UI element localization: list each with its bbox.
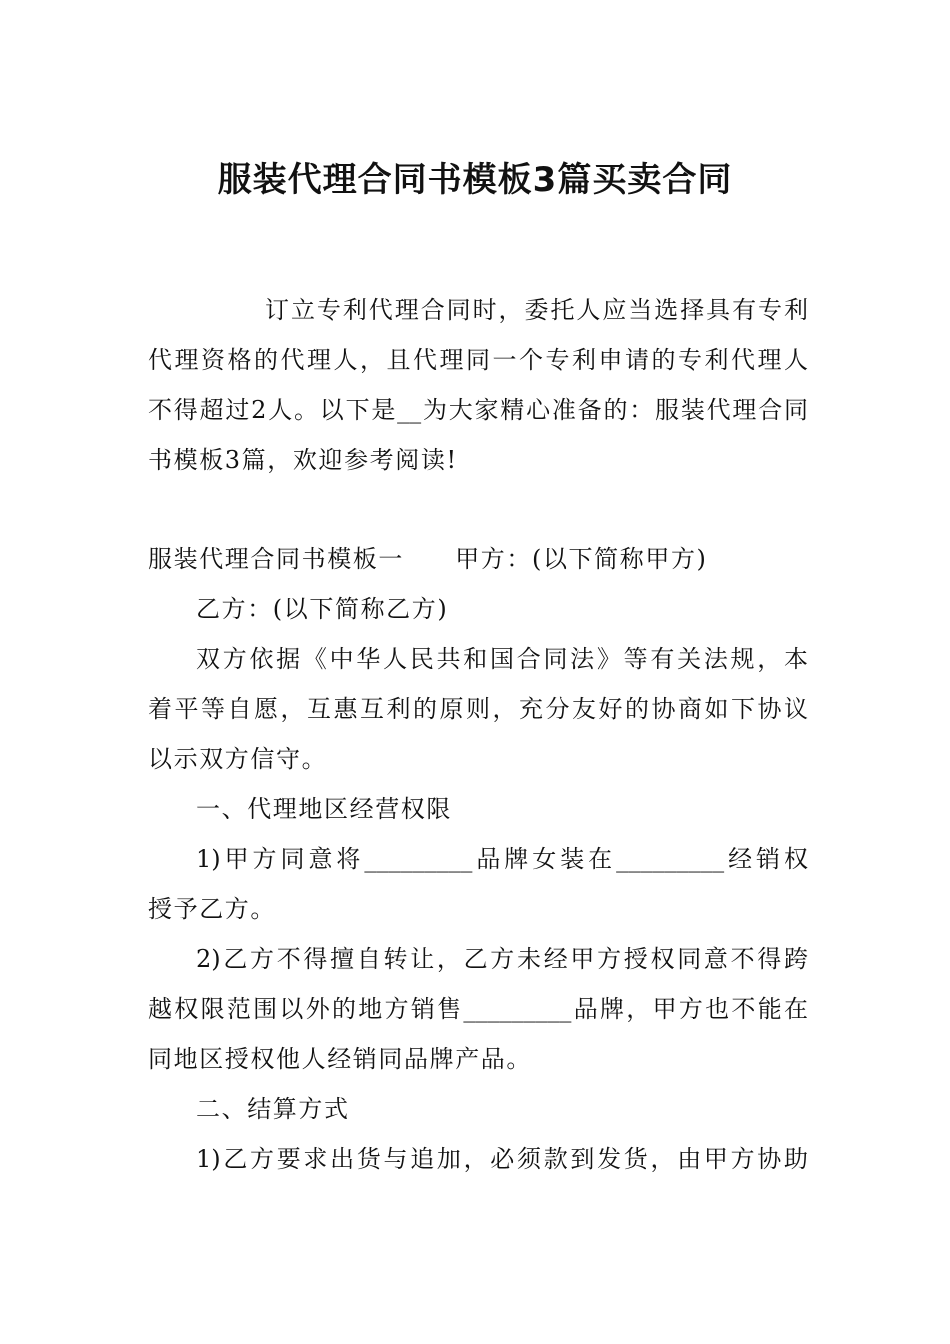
paragraph-line: 同地区授权他人经销同品牌产品。 [148, 1045, 532, 1073]
paragraph-line: 双方依据《中华人民共和国合同法》等有关法规，本 [196, 645, 808, 673]
document-title: 服装代理合同书模板3篇买卖合同 [217, 160, 733, 200]
paragraph-line: 授予乙方。 [148, 895, 276, 923]
paragraph-line: 1)甲方同意将_________品牌女装在_________经销权 [196, 845, 808, 873]
paragraph-line: 不得超过2人。以下是__为大家精心准备的：服装代理合同 [148, 396, 808, 424]
paragraph-line: 书模板3篇，欢迎参考阅读! [148, 446, 458, 474]
paragraph-line: 着平等自愿，互惠互利的原则，充分友好的协商如下协议 [148, 695, 808, 723]
paragraph-line: 以示双方信守。 [148, 745, 328, 773]
paragraph-line: 乙方：(以下简称乙方) [196, 595, 449, 623]
clause-heading: 一、代理地区经营权限 [196, 795, 452, 823]
paragraph-line: 2)乙方不得擅自转让，乙方未经甲方授权同意不得跨 [196, 945, 808, 973]
paragraph-line: 1)乙方要求出货与追加，必须款到发货，由甲方协助 [196, 1145, 808, 1173]
section-heading-line: 服装代理合同书模板一 甲方：(以下简称甲方) [148, 545, 708, 573]
paragraph-line: 代理资格的代理人，且代理同一个专利申请的专利代理人 [148, 346, 808, 374]
paragraph-line: 越权限范围以外的地方销售_________品牌，甲方也不能在 [148, 995, 808, 1023]
paragraph-line: 订立专利代理合同时，委托人应当选择具有专利 [265, 296, 808, 324]
clause-heading: 二、结算方式 [196, 1095, 350, 1123]
